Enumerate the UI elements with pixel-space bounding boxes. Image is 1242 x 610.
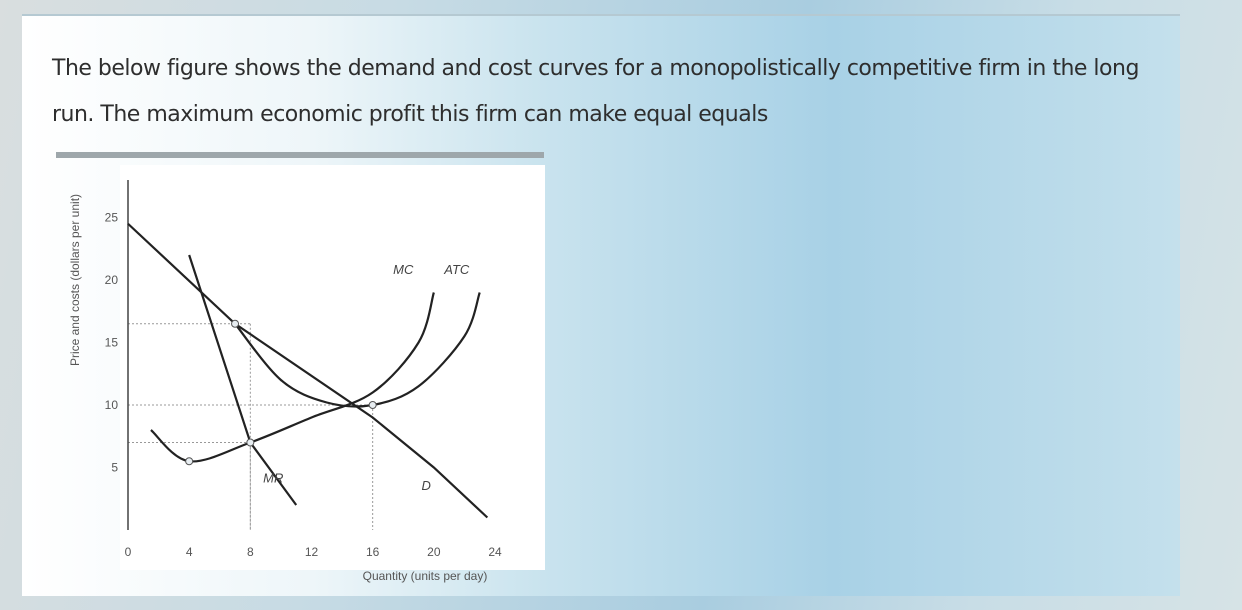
point-marker (247, 439, 254, 446)
y-tick-label: 15 (104, 335, 118, 350)
label-d: D (421, 478, 431, 493)
x-tick-label: 4 (185, 545, 193, 559)
question-text: The below figure shows the demand and cost curves for a monopolistically competitive firm in the long run. The maximum economic profit this firm can make equal equals (52, 56, 1139, 127)
point-marker (232, 320, 239, 327)
point-marker (369, 402, 376, 409)
x-tick-label: 20 (427, 545, 441, 559)
plot-background (120, 165, 545, 570)
y-axis-label: Price and costs (dollars per unit) (68, 193, 82, 367)
label-mc: MC (393, 261, 414, 277)
y-tick-label: 5 (111, 460, 118, 475)
point-marker (186, 458, 193, 465)
x-tick-label: 8 (246, 545, 254, 559)
x-tick-label: 24 (488, 545, 502, 559)
x-tick-label: 0 (124, 545, 132, 559)
y-tick-label: 20 (104, 273, 118, 287)
x-tick-label: 12 (304, 545, 319, 559)
y-tick-label: 10 (104, 398, 118, 412)
label-mr: MR (263, 470, 284, 486)
divider (56, 152, 544, 158)
y-tick-label: 25 (104, 210, 118, 225)
x-axis-label: Quantity (units per day) (362, 569, 488, 583)
label-atc: ATC (444, 261, 470, 277)
cost-curves-chart (90, 160, 550, 590)
x-tick-label: 16 (365, 545, 380, 559)
